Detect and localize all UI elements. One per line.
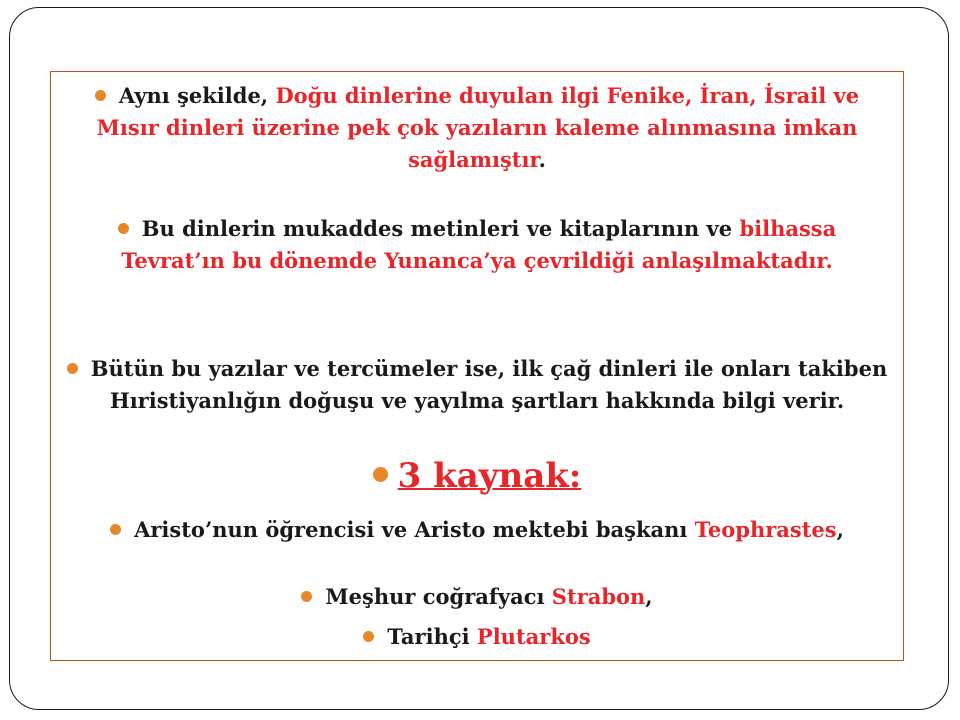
bullet-icon <box>301 591 312 602</box>
source-item-2-end: , <box>645 584 653 609</box>
paragraph-1-text: Aynı şekilde, <box>118 83 276 108</box>
content-box <box>50 71 904 661</box>
bullet-icon <box>363 631 374 642</box>
paragraph-3-text: Bütün bu yazılar ve tercümeler ise, ilk çağ dinleri ile onları takiben Hıristiyanlığın doğuşu ve yayılma şartları hakkında bilgi verir. <box>90 356 888 413</box>
paragraph-1-highlight: Doğu dinlerine duyulan ilgi Fenike, İran, İsrail ve Mısır dinleri üzerine pek çok yazıların kaleme alınmasına imkan sağlamıştır <box>96 83 860 172</box>
bullet-icon <box>373 467 388 482</box>
paragraph-2-text: Bu dinlerin mukaddes metinleri ve kitaplarının ve <box>141 216 740 241</box>
paragraph-2 <box>51 213 903 277</box>
bullet-icon <box>95 90 106 101</box>
paragraph-3 <box>51 353 903 417</box>
source-item-2 <box>51 581 903 613</box>
source-item-1 <box>51 514 903 546</box>
source-item-3 <box>51 621 903 653</box>
sources-heading-text: 3 kaynak: <box>397 456 582 496</box>
paragraph-1-end: . <box>538 147 546 172</box>
source-item-2-name: Strabon <box>551 584 646 609</box>
paragraph-2-highlight: bilhassa Tevrat’ın bu dönemde Yunanca’ya çevrildiği anlaşılmaktadır. <box>121 216 837 273</box>
source-item-3-text: Tarihçi <box>387 624 477 649</box>
bullet-icon <box>110 524 121 535</box>
sources-heading <box>51 454 903 498</box>
source-item-1-text: Aristo’nun öğrencisi ve Aristo mektebi başkanı <box>134 517 695 542</box>
paragraph-1 <box>51 80 903 176</box>
source-item-3-name: Plutarkos <box>476 624 591 649</box>
bullet-icon <box>67 363 78 374</box>
bullet-icon <box>118 223 129 234</box>
source-item-1-name: Teophrastes <box>694 517 837 542</box>
source-item-1-end: , <box>836 517 844 542</box>
source-item-2-text: Meşhur coğrafyacı <box>325 584 552 609</box>
